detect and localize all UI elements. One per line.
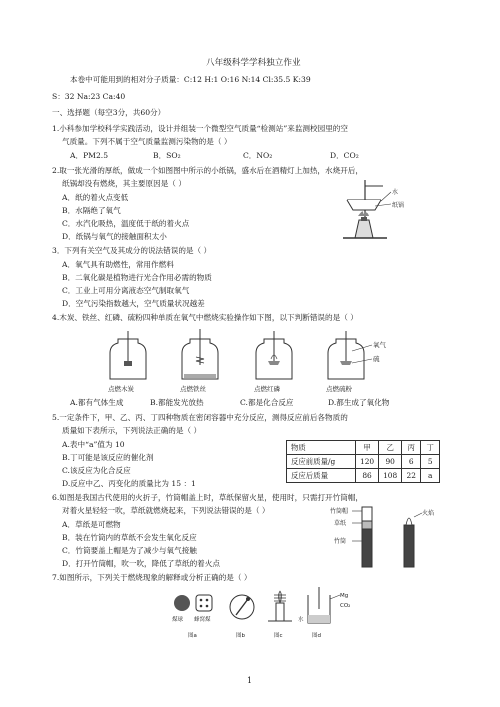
question-5-option-d: D.反应中乙、丙变化的质量比为 15 ：1 [62,479,196,488]
paper-pot-figure [325,180,405,245]
question-5-stem: 5.一定条件下，甲、乙、丙、丁四种物质在密闭容器中充分反应，测得反应前后各物质的 [52,413,348,422]
question-1-option-a: A．PM2.5 [70,151,109,160]
jar-charcoal [110,331,146,379]
table-header-cell: 物质 [287,441,356,455]
label-water: 水 [392,189,399,196]
label-honeycomb-coal: 蜂窝煤 [194,617,211,623]
question-3-option-b: B．二氧化碳是植物进行光合作用必需的物质 [62,273,212,282]
question-1-stem: 1.小科参加学校科学实践活动，设计并组装一个微型空气质量“检测站”来监测校园里的空 [52,124,348,133]
table-row [287,469,440,483]
label-straw-paper: 草纸 [334,520,347,527]
atomic-mass-line-1: 本卷中可能用到的相对分子质量：C:12 H:1 O:16 N:14 Cl:35.5 K:39 [70,75,311,84]
question-1-option-d: D．CO₂ [330,151,359,160]
combustion-phenomena-figure [170,585,370,643]
page-number: 1 [247,676,253,685]
table-header-row [287,441,440,455]
question-2-stem-cont: 纸锅却没有燃烧，其主要原因是（ ） [62,179,186,188]
page-title: 八年级科学学科独立作业 [206,58,301,68]
label-co2: CO₂ [340,603,351,609]
label-cap: 竹筒帽 [330,508,349,515]
table-cell: 反应前质量/g [287,455,356,469]
section-heading: 一、选择题（每空3分，共60分） [52,108,166,117]
table-cell: 22 [402,469,421,483]
question-3-option-c: C．工业上可用分离液态空气制取氧气 [62,286,190,295]
label-oxygen: 氧气 [373,341,386,349]
question-1-stem-cont: 气质量。下列不属于空气质量监测污染物的是（ ） [62,137,232,146]
label-sulfur-powder: 点燃硫粉 [326,385,352,393]
combustion-jars-figure [100,325,420,395]
question-2-option-c: C．水汽化吸热，温度低于纸的着火点 [62,219,190,228]
label-paper-pot: 纸锅 [392,202,405,209]
question-2-option-b: B．水隔绝了氧气 [62,206,121,215]
question-2-option-a: A．纸的着火点变低 [62,193,129,202]
question-6-stem: 6.如图是我国古代使用的火折子，竹筒帽盖上时，草纸保留火星，使用时，只需打开竹筒帽， [52,493,363,502]
table-cell: a [421,469,440,483]
fire-starter-figure [330,503,440,575]
label-sulfur: 硫 [373,355,380,363]
table-cell: 6 [402,455,421,469]
label-mg: Mg [340,593,349,599]
question-6-option-c: C．竹筒要盖上帽是为了减少与氧气接触 [62,546,197,555]
label-figure-a: 图a [188,633,197,639]
question-3-option-d: D．空气污染指数越大，空气质量状况越差 [62,299,205,308]
label-water: 水 [298,617,304,623]
question-4-option-d: D.都生成了氧化物 [328,398,390,407]
question-7-stem: 7.如图所示，下列关于燃烧现象的解释或分析正确的是（ ） [52,573,252,582]
label-figure-b: 图b [236,633,245,639]
atomic-mass-line-2: S：32 Na:23 Ca:40 [52,92,126,101]
question-1-option-c: C．NO₂ [243,151,273,160]
question-1-option-b: B．SO₂ [153,151,181,160]
table-header-cell: 丁 [421,441,440,455]
mass-table [286,440,440,483]
table-header-cell: 甲 [356,441,379,455]
question-5-option-c: C.该反应为化合反应 [62,466,131,475]
question-4-stem: 4.木炭、铁丝、红磷、硫粉四种单质在氧气中燃烧实验操作如下图，以下判断错误的是（ ） [52,313,358,322]
question-2-option-d: D．纸锅与氧气的接触面积太小 [62,232,167,241]
label-figure-d: 图d [312,633,321,639]
table-cell: 108 [379,469,402,483]
question-4-option-a: A.都有气体生成 [70,398,124,407]
label-coal-ball: 煤球 [172,617,184,623]
table-cell: 86 [356,469,379,483]
label-bamboo-tube: 竹筒 [334,538,347,545]
question-6-stem-cont: 对着火星轻轻一吹，草纸就燃烧起来，下列说法错误的是（ ） [62,506,270,515]
table-header-cell: 乙 [379,441,402,455]
label-red-phosphorus: 点燃红磷 [254,385,280,393]
label-figure-c: 图c [274,633,283,639]
table-cell: 反应后质量 [287,469,356,483]
question-4-option-b: B.都能发光放热 [150,398,204,407]
jar-red-phosphorus [256,331,292,379]
table-cell: 5 [421,455,440,469]
question-6-option-a: A．草纸是可燃物 [62,520,121,529]
question-3-option-a: A．氧气具有助燃性，常用作燃料 [62,260,174,269]
table-cell: 90 [379,455,402,469]
question-2-stem: 2.取一张光滑的厚纸，做成一个如图图中所示的小纸锅，盛水后在酒精灯上加热，水烧开后， [52,166,363,175]
label-flame: 火焰 [422,510,435,517]
question-5-option-a: A.表中“a”值为 10 [62,440,125,449]
question-5-stem-cont: 质量如下表所示，下列说法正确的是（ ） [62,426,202,435]
table-row [287,455,440,469]
jar-sulfur [328,331,372,379]
jar-iron-wire [182,329,218,379]
question-3-stem: 3．下列有关空气及其成分的说法错误的是（ ） [52,246,212,255]
question-4-option-c: C.都是化合反应 [240,398,294,407]
question-5-option-b: B.丁可能是该反应的催化剂 [62,453,154,462]
table-header-cell: 丙 [402,441,421,455]
label-charcoal: 点燃木炭 [108,385,134,393]
question-6-option-b: B．装在竹筒内的草纸不会发生氧化反应 [62,533,197,542]
label-iron-wire: 点燃铁丝 [180,385,206,393]
table-cell: 120 [356,455,379,469]
question-6-option-d: D．打开竹筒帽，吹一吹，降低了草纸的着火点 [62,559,220,568]
